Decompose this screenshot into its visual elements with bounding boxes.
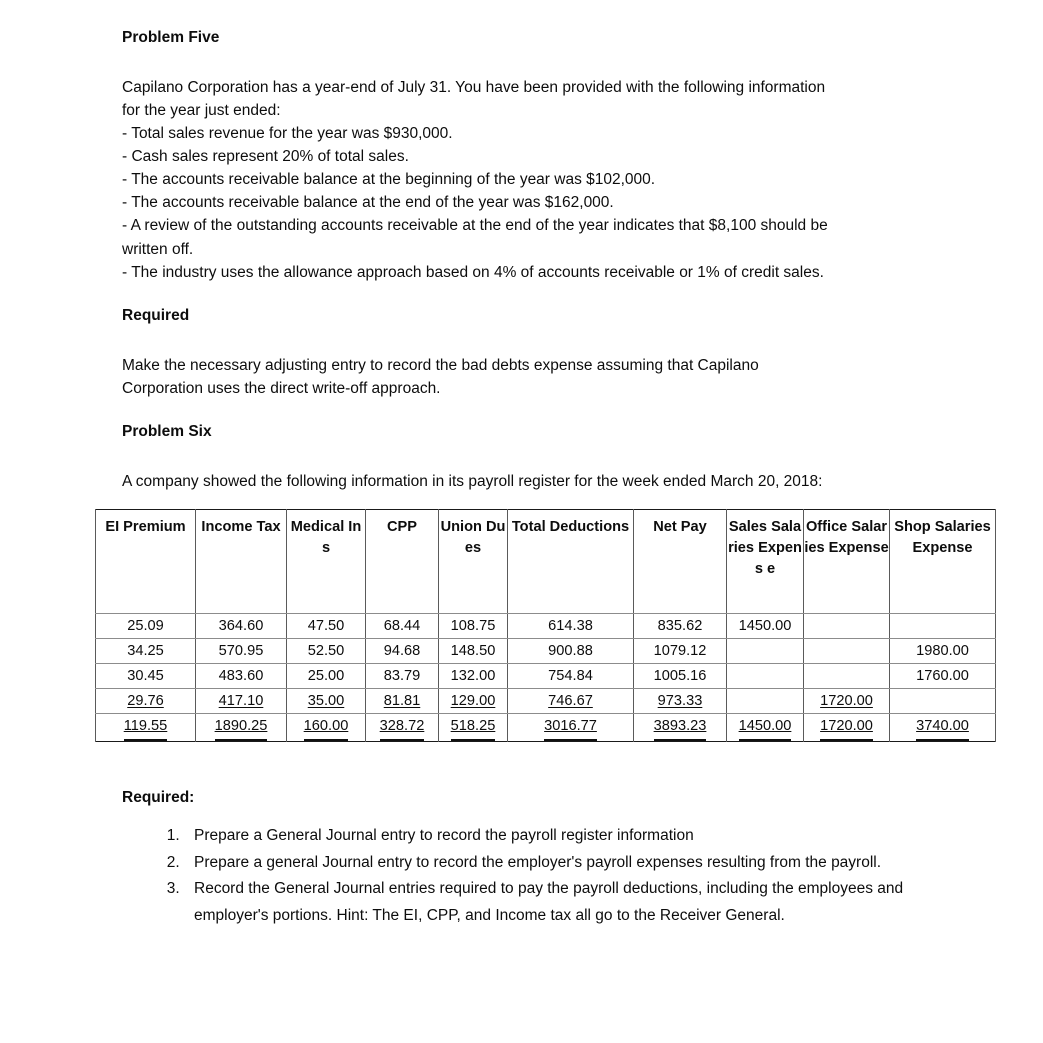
total-cpp: 328.72 (366, 713, 439, 741)
cell-cpp: 81.81 (366, 688, 439, 713)
fact-line-1: - Total sales revenue for the year was $930,000. (122, 125, 453, 143)
intro-line-1: Capilano Corporation has a year-end of July 31. You have been provided with the following information (122, 78, 826, 96)
cell-sales-salaries-expense (727, 638, 804, 663)
list-item: 2. Prepare a general Journal entry to record the employer's payroll expenses resulting from the payroll. (184, 850, 934, 877)
cell-sales-salaries-expense: 1450.00 (727, 613, 804, 638)
problem-five-required-heading: Required (122, 306, 190, 324)
col-header-total-deductions: Total Deductions (508, 509, 634, 613)
cell-medical-ins: 35.00 (287, 688, 366, 713)
total-shop-salaries-expense: 3740.00 (890, 713, 996, 741)
col-header-office-salaries-expense: Office Salaries Expense (804, 509, 890, 613)
cell-medical-ins: 25.00 (287, 663, 366, 688)
cell-union-dues: 129.00 (439, 688, 508, 713)
cell-office-salaries-expense (804, 663, 890, 688)
cell-shop-salaries-expense: 1760.00 (890, 663, 996, 688)
total-office-salaries-expense: 1720.00 (804, 713, 890, 741)
cell-cpp: 94.68 (366, 638, 439, 663)
col-header-income-tax: Income Tax (196, 509, 287, 613)
problem-six-requirements-list (122, 823, 983, 930)
cell-shop-salaries-expense (890, 688, 996, 713)
fact-line-5: - A review of the outstanding accounts receivable at the end of the year indicates that $8,100 should be (122, 217, 828, 235)
cell-total-deductions: 900.88 (508, 638, 634, 663)
fact-line-6: written off. (122, 240, 194, 258)
table-header-row (96, 509, 996, 613)
cell-income-tax: 364.60 (196, 613, 287, 638)
cell-cpp: 68.44 (366, 613, 439, 638)
table-row (96, 638, 996, 663)
cell-office-salaries-expense (804, 613, 890, 638)
intro-line-2: for the year just ended: (122, 102, 281, 120)
table-row (96, 663, 996, 688)
cell-income-tax: 570.95 (196, 638, 287, 663)
cell-medical-ins: 47.50 (287, 613, 366, 638)
cell-medical-ins: 52.50 (287, 638, 366, 663)
list-item: 3. Record the General Journal entries required to pay the payroll deductions, including the employees and employer's portions. Hint: The EI, CPP, and Income tax all go to the Receiver General. (184, 876, 934, 929)
fact-line-2: - Cash sales represent 20% of total sales. (122, 148, 409, 166)
payroll-register-table (95, 509, 996, 742)
list-item: 1. Prepare a General Journal entry to record the payroll register information (184, 823, 934, 850)
problem-six-intro: A company showed the following information in its payroll register for the week ended March 20, 2018: (122, 472, 823, 490)
cell-total-deductions: 614.38 (508, 613, 634, 638)
cell-total-deductions: 746.67 (508, 688, 634, 713)
problem-five-heading: Problem Five (122, 29, 220, 46)
cell-office-salaries-expense: 1720.00 (804, 688, 890, 713)
fact-line-3: - The accounts receivable balance at the beginning of the year was $102,000. (122, 171, 656, 189)
payroll-table-head (96, 509, 996, 613)
cell-office-salaries-expense (804, 638, 890, 663)
cell-sales-salaries-expense (727, 688, 804, 713)
required-line-2: Corporation uses the direct write-off approach. (122, 379, 441, 397)
cell-income-tax: 483.60 (196, 663, 287, 688)
table-row (96, 688, 996, 713)
cell-shop-salaries-expense: 1980.00 (890, 638, 996, 663)
col-header-cpp: CPP (366, 509, 439, 613)
cell-union-dues: 148.50 (439, 638, 508, 663)
cell-income-tax: 417.10 (196, 688, 287, 713)
total-net-pay: 3893.23 (634, 713, 727, 741)
total-total-deductions: 3016.77 (508, 713, 634, 741)
col-header-medical-ins: Medical Ins (287, 509, 366, 613)
payroll-table-body (96, 613, 996, 741)
problem-six-required-heading: Required: (122, 788, 195, 806)
cell-net-pay: 1079.12 (634, 638, 727, 663)
table-row (96, 613, 996, 638)
cell-shop-salaries-expense (890, 613, 996, 638)
cell-net-pay: 1005.16 (634, 663, 727, 688)
col-header-union-dues: Union Dues (439, 509, 508, 613)
cell-net-pay: 835.62 (634, 613, 727, 638)
payroll-table-container (95, 509, 991, 742)
cell-union-dues: 132.00 (439, 663, 508, 688)
problem-five-intro (122, 76, 922, 284)
fact-line-7: - The industry uses the allowance approach based on 4% of accounts receivable or 1% of credit sales. (122, 263, 824, 281)
cell-net-pay: 973.33 (634, 688, 727, 713)
cell-ei-premium: 29.76 (96, 688, 196, 713)
cell-ei-premium: 34.25 (96, 638, 196, 663)
total-ei-premium: 119.55 (96, 713, 196, 741)
table-total-row (96, 713, 996, 741)
col-header-shop-salaries-expense: Shop Salaries Expense (890, 509, 996, 613)
total-medical-ins: 160.00 (287, 713, 366, 741)
cell-total-deductions: 754.84 (508, 663, 634, 688)
problem-six-heading: Problem Six (122, 422, 212, 440)
col-header-sales-salaries-expense: Sales Salaries Expens e (727, 509, 804, 613)
cell-ei-premium: 30.45 (96, 663, 196, 688)
total-income-tax: 1890.25 (196, 713, 287, 741)
total-sales-salaries-expense: 1450.00 (727, 713, 804, 741)
required-line-1: Make the necessary adjusting entry to record the bad debts expense assuming that Capilano (122, 356, 759, 374)
col-header-net-pay: Net Pay (634, 509, 727, 613)
cell-ei-premium: 25.09 (96, 613, 196, 638)
cell-sales-salaries-expense (727, 663, 804, 688)
col-header-ei-premium: EI Premium (96, 509, 196, 613)
cell-union-dues: 108.75 (439, 613, 508, 638)
cell-cpp: 83.79 (366, 663, 439, 688)
problem-five-required-text (122, 354, 922, 400)
total-union-dues: 518.25 (439, 713, 508, 741)
fact-line-4: - The accounts receivable balance at the end of the year was $162,000. (122, 194, 614, 212)
